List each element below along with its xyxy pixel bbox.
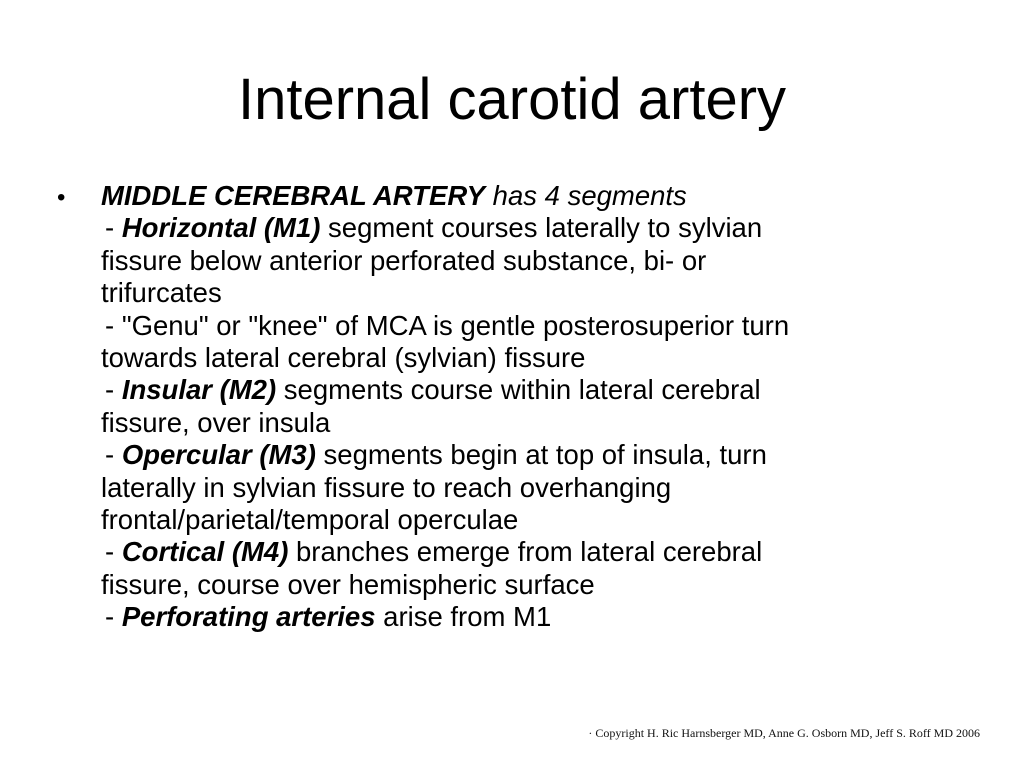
segment-term: Perforating arteries: [121, 601, 376, 633]
segment-item: [101, 374, 981, 439]
segment-line: [101, 601, 981, 633]
segment-line: [101, 536, 981, 568]
segment-line: [101, 342, 981, 374]
segment-term: Insular (M2): [121, 374, 277, 406]
segment-line: [101, 472, 981, 504]
segment-text: fissure below anterior perforated substance, bi- or: [101, 244, 707, 276]
segment-line: [101, 504, 981, 536]
segment-line: [101, 212, 981, 244]
heading-strong: MIDDLE CEREBRAL ARTERY: [101, 180, 486, 211]
segment-text: fissure, course over hemispheric surface: [101, 568, 595, 600]
slide-body: [101, 180, 981, 634]
segment-item: [101, 212, 981, 309]
segment-text: segment courses laterally to sylvian: [320, 212, 763, 244]
heading-rest: has 4 segments: [485, 180, 687, 211]
segment-line: [101, 310, 981, 342]
bullet-icon: •: [57, 184, 66, 211]
segment-text: towards lateral cerebral (sylvian) fissure: [101, 342, 586, 374]
segment-item: [101, 536, 981, 601]
segment-term: Cortical (M4): [121, 536, 289, 568]
segment-text: trifurcates: [101, 277, 222, 309]
slide-title: Internal carotid artery: [237, 67, 787, 132]
segment-text: segments begin at top of insula, turn: [315, 439, 767, 471]
segment-term: Horizontal (M1): [121, 212, 321, 244]
segment-dash: -: [105, 536, 122, 568]
segment-text: "Genu" or "knee" of MCA is gentle posterosuperior turn: [121, 309, 790, 341]
copyright-notice: · Copyright H. Ric Harnsberger MD, Anne G. Osborn MD, Jeff S. Roff MD 2006: [588, 726, 980, 740]
segment-dash: -: [105, 374, 122, 406]
segment-text: frontal/parietal/temporal operculae: [101, 504, 519, 536]
segment-text: arise from M1: [375, 601, 552, 633]
segment-dash: -: [105, 601, 122, 633]
segment-text: branches emerge from lateral cerebral: [288, 536, 763, 568]
segment-dash: -: [105, 212, 122, 244]
segment-text: segments course within lateral cerebral: [276, 374, 761, 406]
segment-term: Opercular (M3): [121, 439, 316, 471]
segment-line: [101, 569, 981, 601]
segment-text: laterally in sylvian fissure to reach overhanging: [101, 471, 672, 503]
segment-line: [101, 439, 981, 471]
segment-item: [101, 439, 981, 536]
segment-dash: -: [105, 439, 122, 471]
segment-list: [101, 212, 981, 633]
segment-text: fissure, over insula: [101, 406, 331, 438]
segment-line: [101, 245, 981, 277]
segment-line: [101, 407, 981, 439]
segment-item: [101, 310, 981, 375]
segment-line: [101, 277, 981, 309]
segment-line: [101, 374, 981, 406]
bullet-heading: [101, 180, 981, 212]
segment-item: [101, 601, 981, 633]
segment-dash: -: [105, 309, 122, 341]
